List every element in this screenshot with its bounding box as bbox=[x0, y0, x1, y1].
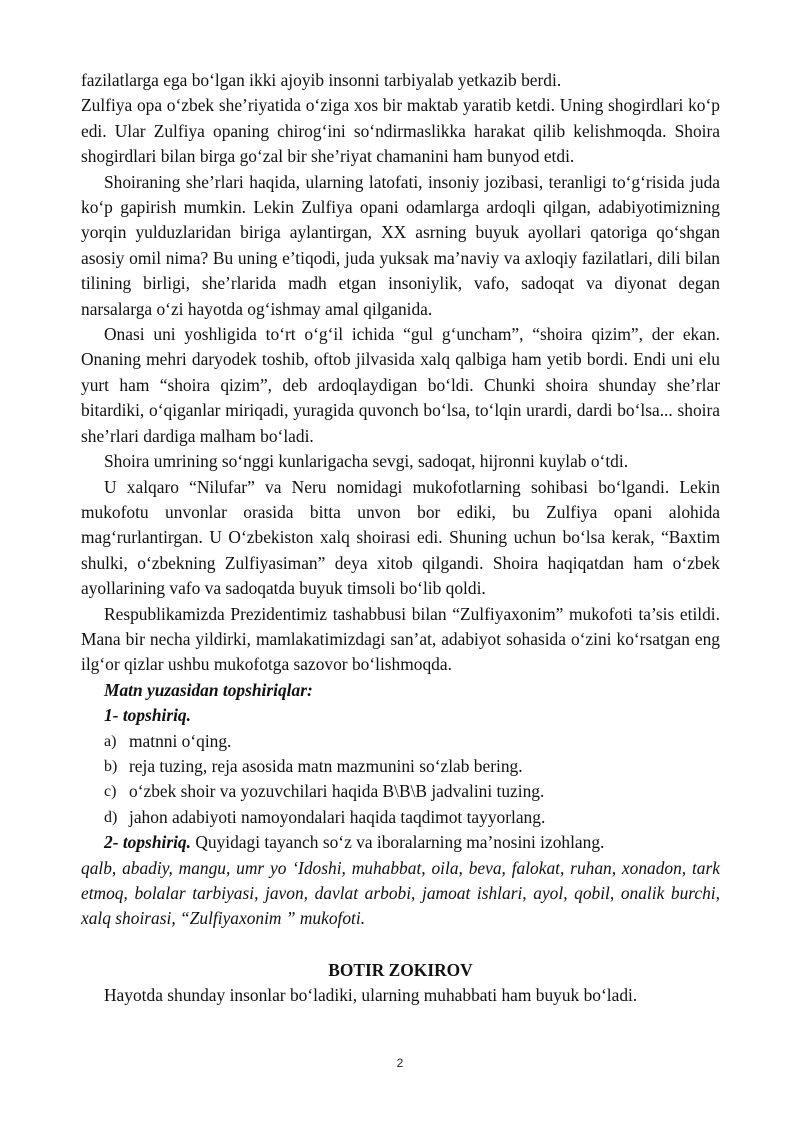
list-marker: b) bbox=[104, 757, 118, 775]
paragraph-zulfiyaxonim-award: Respublikamizda Prezidentimiz tashabbusi bilan “Zulfiyaxonim” mukofoti ta’sis etildi. Mana bir necha yildirki, mamlakatimizdagi san’at, adabiyot sohasida o‘zini ko‘rsatgan eng ilg‘or qizlar ushbu mukofotga sazovor bo‘lishmoqda. bbox=[81, 603, 720, 675]
list-marker: a) bbox=[104, 732, 117, 750]
list-item-text: jahon adabiyoti namoyondalari haqida taqdimot tayyorlang. bbox=[129, 806, 546, 827]
task-1-item-a bbox=[81, 729, 720, 754]
section-first-line: Hayotda shunday insonlar bo‘ladiki, ularning muhabbati ham buyuk bo‘ladi. bbox=[104, 985, 638, 1006]
page-number: 2 bbox=[396, 1056, 404, 1070]
paragraph-last-days: Shoira umrining so‘nggi kunlarigacha sevgi, sadoqat, hijronni kuylab o‘tdi. bbox=[104, 451, 629, 472]
task-2-word-list: qalb, abadiy, mangu, umr yo ‘Idoshi, muhabbat, oila, beva, falokat, ruhan, xonadon, tark etmoq, bolalar tarbiyasi, javon, davlat arbobi, jamoat ishlari, ayol, qobil, onalik burchi, xalq shoirasi, “Zulfiyaxonim ” mukofoti. bbox=[81, 857, 720, 929]
section-heading: BOTIR ZOKIROV bbox=[328, 959, 473, 980]
list-item-text: reja tuzing, reja asosida matn mazmunini so‘zlab bering. bbox=[129, 755, 523, 776]
paragraph-poems: Shoiraning she’rlari haqida, ularning latofati, insoniy jozibasi, teranligi to‘g‘risida juda ko‘p gapirish mumkin. Lekin Zulfiya opani odamlarga ardoqli qilgan, adabiyotimizning yorqin yulduzlaridan biriga aylantirgan, XX asrning buyuk ayollari qatoriga qo‘shgan asosiy omil nima? Bu uning e’tiqodi, juda yuksak ma’naviy va axloqiy fazilatlari, dili bilan tilining birligi, she’rlarida madh etgan insoniylik, vafo, sadoqat va diyonat degan narsalarga o‘zi hayotda og‘ishmay amal qilganida. bbox=[81, 171, 720, 319]
list-item-text: matnni o‘qing. bbox=[129, 730, 232, 751]
task-2-instruction: Quyidagi tayanch so‘z va iboralarning ma’nosini izohlang. bbox=[190, 832, 605, 853]
page-body bbox=[81, 68, 720, 1009]
tasks-title: Matn yuzasidan topshiriqlar: bbox=[104, 679, 313, 700]
task-2-title: 2- topshiriq. bbox=[104, 832, 191, 853]
list-marker: d) bbox=[104, 808, 118, 826]
paragraph-continuation: fazilatlarga ega bo‘lgan ikki ajoyib insonni tarbiyalab yetkazib berdi. bbox=[81, 70, 562, 90]
paragraph-awards: U xalqaro “Nilufar” va Neru nomidagi mukofotlarning sohibasi bo‘lgandi. Lekin mukofotu unvonlar orasida bitta unvon bor ediki, bu Zulfiya opani alohida mag‘rurlantirgan. U O‘zbekiston xalq shoirasi edi. Shuning uchun bo‘lsa kerak, “Baxtim shulki, o‘zbekning Zulfiyasiman” deya xitob qilgandi. Shoira haqiqatdan ham o‘zbek ayollarining vafo va sadoqatda buyuk timsoli bo‘lib qoldi. bbox=[81, 476, 720, 599]
list-item-text: o‘zbek shoir va yozuvchilari haqida B\B\B jadvalini tuzing. bbox=[129, 781, 545, 802]
task-1-item-d bbox=[81, 805, 720, 830]
paragraph-zulfiya-school: Zulfiya opa o‘zbek she’riyatida o‘ziga xos bir maktab yaratib ketdi. Uning shogirdlari ko‘p edi. Ular Zulfiya opaning chirog‘ini so‘ndirmaslikka harakat qilib kelishmoqda. Shoira shogirdlari bilan birga go‘zal bir she’riyat chamanini ham bunyod etdi. bbox=[81, 95, 720, 167]
task-1-item-b bbox=[81, 754, 720, 779]
task-2 bbox=[81, 830, 720, 855]
list-marker: c) bbox=[104, 783, 117, 801]
task-1-title: 1- topshiriq. bbox=[104, 705, 191, 726]
task-1-item-c bbox=[81, 779, 720, 804]
paragraph-mother: Onasi uni yoshligida to‘rt o‘g‘il ichida “gul g‘uncham”, “shoira qizim”, der ekan. Onaning mehri daryodek toshib, oftob jilvasida xalq qalbiga ham yetib bordi. Endi uni elu yurt ham “shoira qizim”, deb ardoqlaydigan bo‘ldi. Chunki shoira shunday she’rlar bitardiki, o‘qiganlar miriqadi, yuragida quvonch bo‘lsa, to‘lqin urardi, dardi bo‘lsa... shoira she’rlari dardiga malham bo‘ladi. bbox=[81, 324, 720, 446]
